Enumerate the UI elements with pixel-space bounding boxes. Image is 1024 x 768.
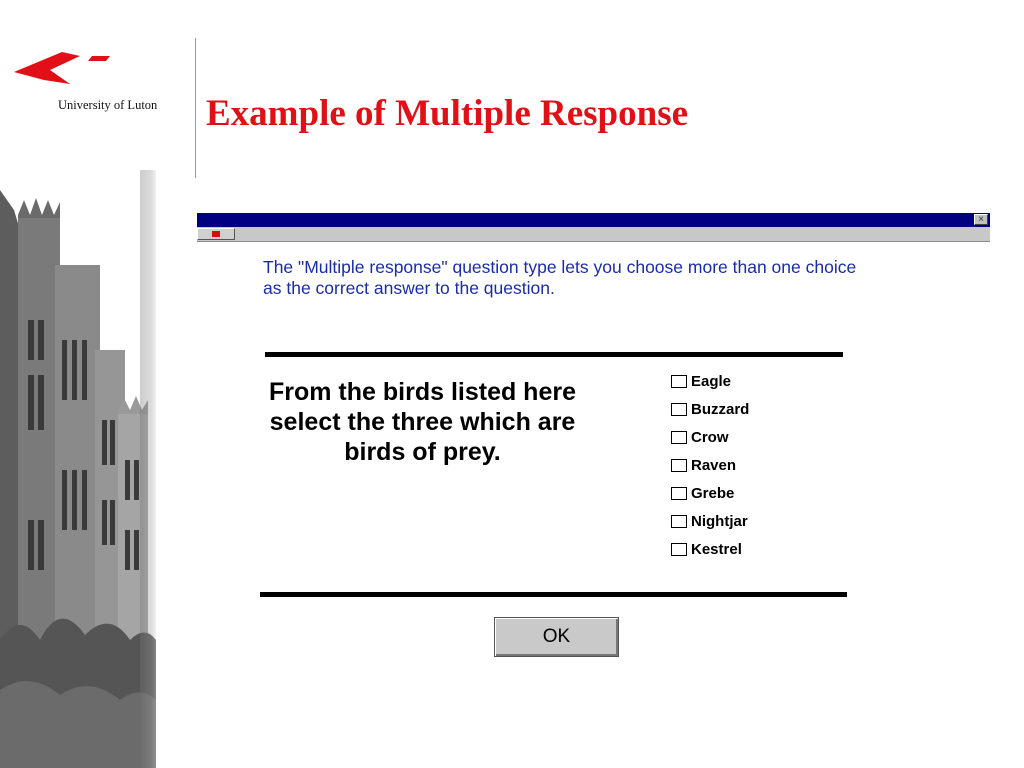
quiz-window <box>197 213 990 713</box>
instruction-text: The "Multiple response" question type lets you choose more than one choice as the correct answer to the question. <box>263 257 857 298</box>
slide-title: Example of Multiple Response <box>206 93 689 134</box>
ok-button[interactable]: OK <box>494 617 619 657</box>
answer-options <box>671 367 749 563</box>
university-logo-icon <box>14 40 114 90</box>
checkbox-kestrel[interactable] <box>671 543 687 556</box>
system-menu-indicator <box>212 231 220 237</box>
divider-top <box>265 352 843 357</box>
option-raven[interactable] <box>671 451 749 479</box>
option-buzzard[interactable] <box>671 395 749 423</box>
checkbox-raven[interactable] <box>671 459 687 472</box>
option-eagle[interactable] <box>671 367 749 395</box>
checkbox-crow[interactable] <box>671 431 687 444</box>
header-divider <box>195 38 196 178</box>
option-label: Grebe <box>691 484 735 502</box>
checkbox-grebe[interactable] <box>671 487 687 500</box>
window-menubar <box>197 227 990 242</box>
close-icon[interactable]: × <box>974 214 988 225</box>
building-illustration <box>0 170 156 768</box>
system-menu-icon[interactable] <box>197 228 235 240</box>
option-label: Crow <box>691 428 729 446</box>
option-kestrel[interactable] <box>671 535 749 563</box>
option-label: Eagle <box>691 372 732 390</box>
checkbox-buzzard[interactable] <box>671 403 687 416</box>
option-grebe[interactable] <box>671 479 749 507</box>
option-label: Buzzard <box>691 400 750 418</box>
option-label: Raven <box>691 456 737 474</box>
window-titlebar <box>197 213 990 227</box>
option-crow[interactable] <box>671 423 749 451</box>
university-name: University of Luton <box>58 98 158 112</box>
option-nightjar[interactable] <box>671 507 749 535</box>
option-label: Nightjar <box>691 512 748 530</box>
question-text: From the birds listed here select the three which are birds of prey. <box>268 378 576 466</box>
checkbox-eagle[interactable] <box>671 375 687 388</box>
option-label: Kestrel <box>691 540 742 558</box>
checkbox-nightjar[interactable] <box>671 515 687 528</box>
divider-bottom <box>260 592 847 597</box>
